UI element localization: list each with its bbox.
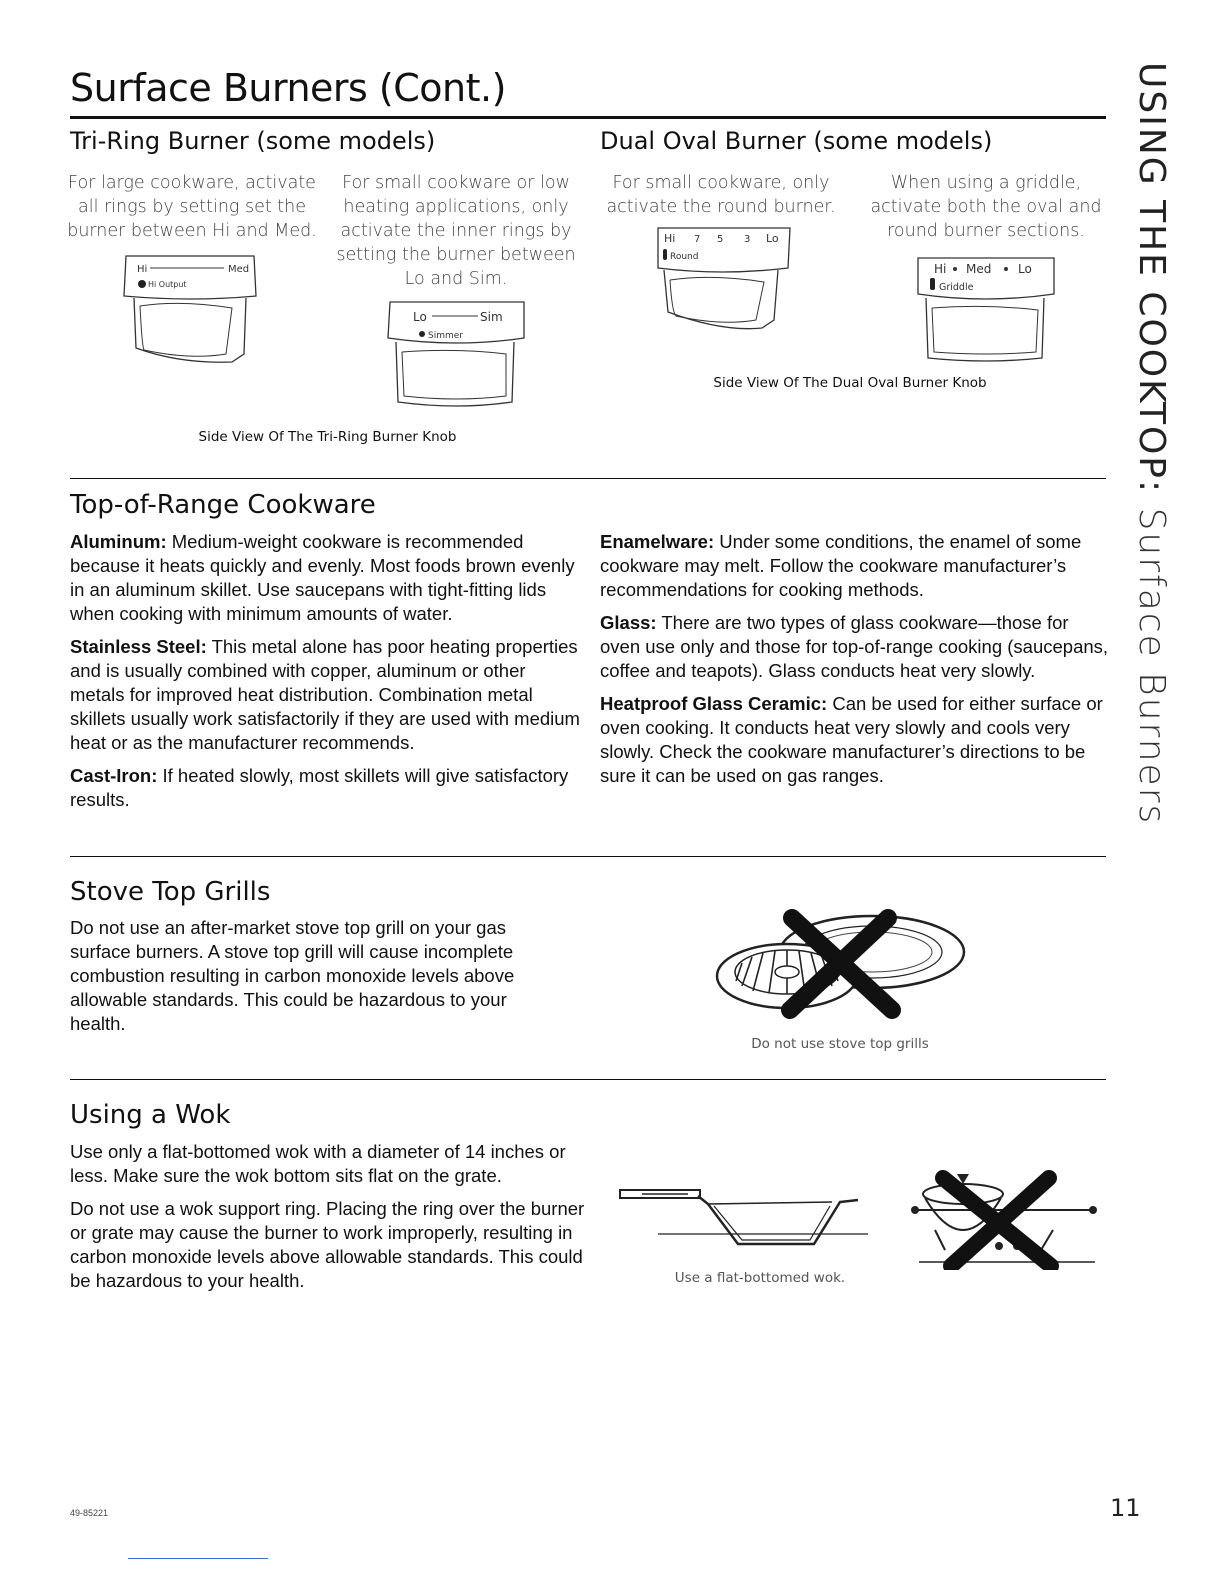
term-glass-ceramic: Heatproof Glass Ceramic: [600, 693, 828, 714]
section-rule-2 [70, 856, 1106, 857]
knob-label-lo: Lo [413, 310, 427, 324]
section-rule-1 [70, 478, 1106, 479]
knob-label-lo: Lo [766, 232, 779, 245]
cookware-glass [600, 611, 1110, 683]
page-number: 11 [1110, 1494, 1141, 1522]
knob-label-hi-output: Hi Output [148, 280, 187, 289]
grills-text: Do not use an after-market stove top grill on your gas surface burners. A stove top grill will cause incomplete combustion resulting in carbon monoxide levels above allowable standards. This could be hazardous to your health. [70, 917, 515, 1034]
wok-paragraph-2: Do not use a wok support ring. Placing the ring over the burner or grate may cause the burner to work improperly, resulting in carbon monoxide levels above allowable standards. This could be hazardous to your health. [70, 1198, 585, 1291]
wok-heading: Using a Wok [70, 1100, 231, 1130]
knob-label-5: 5 [717, 234, 724, 245]
term-glass: Glass: [600, 612, 657, 633]
document-number: 49-85221 [70, 1508, 109, 1518]
tri-ring-knob-lo-sim [382, 298, 532, 413]
cookware-stainless [70, 635, 580, 755]
side-tab-part1: USING THE COOKTOP: [1131, 62, 1172, 508]
knob-label-simmer: Simmer [428, 331, 463, 341]
page-title: Surface Burners (Cont.) [70, 66, 506, 110]
cookware-right-column [600, 530, 1110, 797]
cookware-aluminum [70, 530, 580, 626]
dual-oval-knob-round [652, 222, 797, 342]
text-stainless-steel: This metal alone has poor heating properties and is usually combined with copper, aluminum or other metals for improved heat distribution. Combination metal skillets usually work satisfactorily if they are used with medium heat or as the manufacturer recommends. [70, 636, 580, 753]
wok-support-ring-illustration [905, 1170, 1105, 1270]
footer-link-underline [128, 1558, 268, 1559]
term-stainless-steel: Stainless Steel: [70, 636, 207, 657]
text-cast-iron: If heated slowly, most skillets will give satisfactory results. [70, 765, 569, 810]
term-aluminum: Aluminum: [70, 531, 167, 552]
wok-text [70, 1140, 585, 1302]
section-rule-3 [70, 1079, 1106, 1080]
cookware-cast-iron [70, 764, 580, 812]
dual-oval-caption: Side View Of The Dual Oval Burner Knob [713, 375, 987, 391]
text-enamelware: Under some conditions, the enamel of some cookware may melt. Follow the cookware manufacturer’s recommendations for cooking methods. [600, 531, 1082, 600]
knob-label-hi: Hi [934, 262, 947, 276]
text-aluminum: Medium-weight cookware is recommended because it heats quickly and evenly. Most foods brown evenly in an aluminum skillet. Use saucepans with tight-fitting lids when cooking with minimum amounts of water. [70, 531, 575, 624]
cookware-glass-ceramic [600, 692, 1110, 788]
dual-oval-heading: Dual Oval Burner (some models) [600, 127, 993, 155]
knob-label-3: 3 [744, 234, 751, 245]
text-glass-ceramic: Can be used for either surface or oven cooking. It conducts heat very slowly and cools very slowly. Check the cookware manufacturer’s directions to be sure it can be used on gas ranges. [600, 693, 1103, 786]
text-glass: There are two types of glass cookware—those for oven use only and those for top-of-range cooking (saucepans, coffee and teapots). Glass conducts heat very slowly. [600, 612, 1109, 681]
wok-caption: Use a flat-bottomed wok. [674, 1270, 846, 1286]
tri-ring-heading: Tri-Ring Burner (some models) [70, 127, 436, 155]
wok-paragraph-1: Use only a flat-bottomed wok with a diameter of 14 inches or less. Make sure the wok bottom sits flat on the grate. [70, 1141, 566, 1186]
tri-ring-knob-hi-med [120, 250, 260, 375]
term-cast-iron: Cast-Iron: [70, 765, 158, 786]
dual-oval-col1: For small cookware, only activate the round burner. [606, 173, 836, 217]
flat-bottom-wok-illustration [618, 1182, 868, 1252]
title-rule [70, 116, 1106, 119]
knob-label-round: Round [670, 252, 699, 262]
knob-label-7: 7 [694, 234, 701, 245]
knob-label-sim: Sim [480, 310, 503, 324]
grills-caption: Do not use stove top grills [751, 1036, 929, 1052]
knob-label-med: Med [966, 262, 992, 276]
cookware-left-column [70, 530, 580, 821]
knob-label-griddle: Griddle [939, 282, 974, 293]
tri-ring-col1: For large cookware, activate all rings by setting set the burner between Hi and Med. [67, 173, 317, 241]
stove-top-grill-illustration [712, 906, 972, 1021]
tri-ring-caption: Side View Of The Tri-Ring Burner Knob [198, 429, 457, 445]
cookware-heading: Top-of-Range Cookware [70, 490, 376, 520]
dual-oval-knob-griddle [914, 252, 1059, 367]
knob-label-hi: Hi [137, 264, 148, 275]
dual-oval-col2: When using a griddle, activate both the oval and round burner sections. [870, 173, 1102, 241]
section-side-tab [1131, 62, 1172, 825]
knob-label-lo: Lo [1018, 262, 1032, 276]
grills-heading: Stove Top Grills [70, 877, 271, 907]
side-tab-part2: Surface Burners [1131, 507, 1172, 826]
tri-ring-col2: For small cookware or low heating applications, only activate the inner rings by setting the burner between Lo and Sim. [336, 173, 576, 289]
term-enamelware: Enamelware: [600, 531, 715, 552]
cookware-enamelware [600, 530, 1110, 602]
knob-label-med: Med [228, 264, 250, 275]
knob-label-hi: Hi [664, 232, 676, 245]
